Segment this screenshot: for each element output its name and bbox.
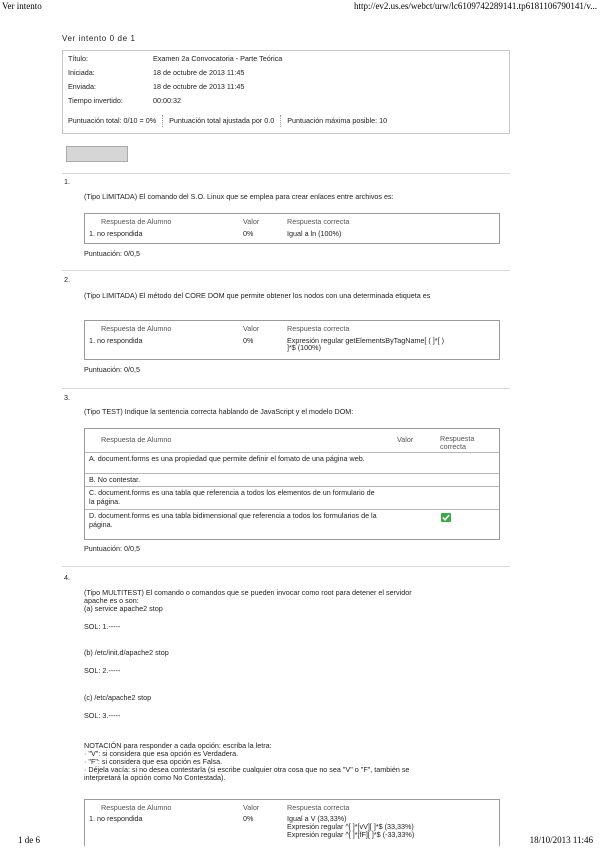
correct-response-line-2: ]*$ (100%) [287,343,321,352]
attempt-title: Ver intento 0 de 1 [62,34,136,43]
response-table-header [85,323,499,334]
header-student-response: Respuesta de Alumno [101,435,172,444]
score-separator [162,115,163,127]
total-score: Puntuación total: 0/10 = 0% [68,116,157,125]
student-response: 1. no respondida [89,814,143,823]
print-header [2,1,597,13]
question-2-response-table [84,320,500,360]
info-submitted-row [68,82,245,92]
response-table-header [85,216,499,227]
question-3-score: Puntuación: 0/0,5 [84,544,140,553]
question-4-option-a: (a) service apache2 stop [84,604,163,613]
response-value: 0% [243,336,254,345]
student-response: 1. no respondida [89,336,143,345]
question-divider [62,270,510,271]
question-4-text-line-2: apache es o son: [84,596,139,605]
notation-line-2: · "V": si considera que esa opción es Verdadera. [84,749,239,758]
question-divider [62,173,510,174]
info-title-key: Título: [68,54,88,63]
print-header-title: Ver intento [2,1,42,11]
option-b [85,473,499,486]
info-score-row [68,115,387,127]
notation-line-4: · Déjela vacía: si no desea contestarla (si escribe cualquier otra cosa que no sea "V" o "F", también se [84,765,410,774]
question-1-number: 1. [64,177,70,186]
response-value: 0% [243,229,254,238]
question-3-text: (Tipo TEST) Indique la sentencia correcta hablando de JavaScript y el modelo DOM: [84,407,354,416]
header-student-response: Respuesta de Alumno [101,324,172,333]
header-value: Valor [397,435,414,444]
max-score: Puntuación máxima posible: 10 [287,116,388,125]
page-counter: 1 de 6 [18,835,40,845]
question-2-score: Puntuación: 0/0,5 [84,365,140,374]
correct-response-line-2: Expresión regular ^[ ]*[vV][ ]*$ (33,33%) [287,822,414,831]
header-correct-response: Respuesta correcta [287,324,350,333]
info-title-value: Examen 2a Convocatoria - Parte Teórica [153,54,283,63]
info-started-key: Iniciada: [68,68,95,77]
question-4-sol-2: SOL: 2.----- [84,666,121,675]
correct-response-line-3: Expresión regular ^[ ]*[fF][ ]*$ (-33,33%) [287,830,415,839]
header-correct-response: Respuesta correcta [440,434,475,451]
info-title-row [68,54,283,64]
header-correct-response: Respuesta correcta [287,217,350,226]
option-d [85,509,499,539]
question-4-sol-3: SOL: 3.----- [84,711,121,720]
question-1-text: (Tipo LIMITADA) El comando del S.O. Linux que se emplea para crear enlaces entre archivos es: [84,192,394,201]
response-table-header [85,429,499,451]
question-1-response-table [84,213,500,244]
question-1-score: Puntuación: 0/0,5 [84,249,140,258]
print-footer [18,835,593,847]
correct-response-line-1: Expresión regular getElementsByTagName[ ( ]*[ ) [287,336,444,345]
info-submitted-key: Enviada: [68,82,96,91]
notation-line-5: interpretará la opción como No Contestada). [84,773,226,782]
correct-response: Igual a ln (100%) [287,229,342,238]
score-separator [280,115,281,127]
question-2-text: (Tipo LIMITADA) El método del CORE DOM que permite obtener los nodos con una determinada etiqueta es [84,291,431,300]
action-button[interactable] [66,146,128,162]
option-a [85,452,499,473]
info-started-row [68,68,245,78]
option-c-text: C. document.forms es una tabla que referencia a todos los elementos de un formulario de la página. [89,488,375,506]
student-response: 1. no respondida [89,229,143,238]
question-divider [62,566,510,567]
option-b-text: B. No contestar. [89,475,141,484]
option-c [85,486,499,509]
info-time-row [68,96,181,106]
header-value: Valor [243,217,260,226]
option-a-text: A. document.forms es una propiedad que permite definir el fomato de una página web. [89,454,365,463]
header-value: Valor [243,324,260,333]
question-4-text-line-1: (Tipo MULTITEST) El comando o comandos que se pueden invocar como root para detener el servidor [84,588,412,597]
notation-line-3: · "F": si considera que esa opción es Falsa. [84,757,223,766]
header-student-response: Respuesta de Alumno [101,217,172,226]
print-header-url: http://ev2.us.es/webct/urw/lc6109742289141.tp6181106790141/v... [353,1,597,11]
question-4-sol-1: SOL: 1.----- [84,622,121,631]
header-value: Valor [243,803,260,812]
question-4-option-c: (c) /etc/apache2 stop [84,693,152,702]
print-timestamp: 18/10/2013 11:46 [529,835,593,845]
table-row [85,228,499,239]
question-3-number: 3. [64,393,70,402]
info-time-value: 00:00:32 [153,96,181,105]
notation-line-1: NOTACIÓN para responder a cada opción: escriba la letra: [84,741,272,750]
question-divider [62,388,510,389]
question-4-number: 4. [64,573,70,582]
option-d-text: D. document.forms es una tabla bidimensional que referencia a todos los formularios de la página. [89,511,377,529]
response-value: 0% [243,814,254,823]
table-row-continuation [85,343,499,352]
info-time-key: Tiempo invertido: [68,96,123,105]
info-submitted-value: 18 de octubre de 2013 11:45 [153,82,245,91]
question-2-number: 2. [64,275,70,284]
question-3-response-table [84,428,500,540]
attempt-info-box [62,50,510,134]
info-started-value: 18 de octubre de 2013 11:45 [153,68,245,77]
correct-check-icon [441,513,451,522]
question-4-option-b: (b) /etc/init.d/apache2 stop [84,648,169,657]
correct-response-line-1: Igual a V (33,33%) [287,814,347,823]
response-table-header [85,802,499,813]
header-correct-response: Respuesta correcta [287,803,350,812]
header-student-response: Respuesta de Alumno [101,803,172,812]
adjusted-score: Puntuación total ajustada por 0.0 [169,116,275,125]
